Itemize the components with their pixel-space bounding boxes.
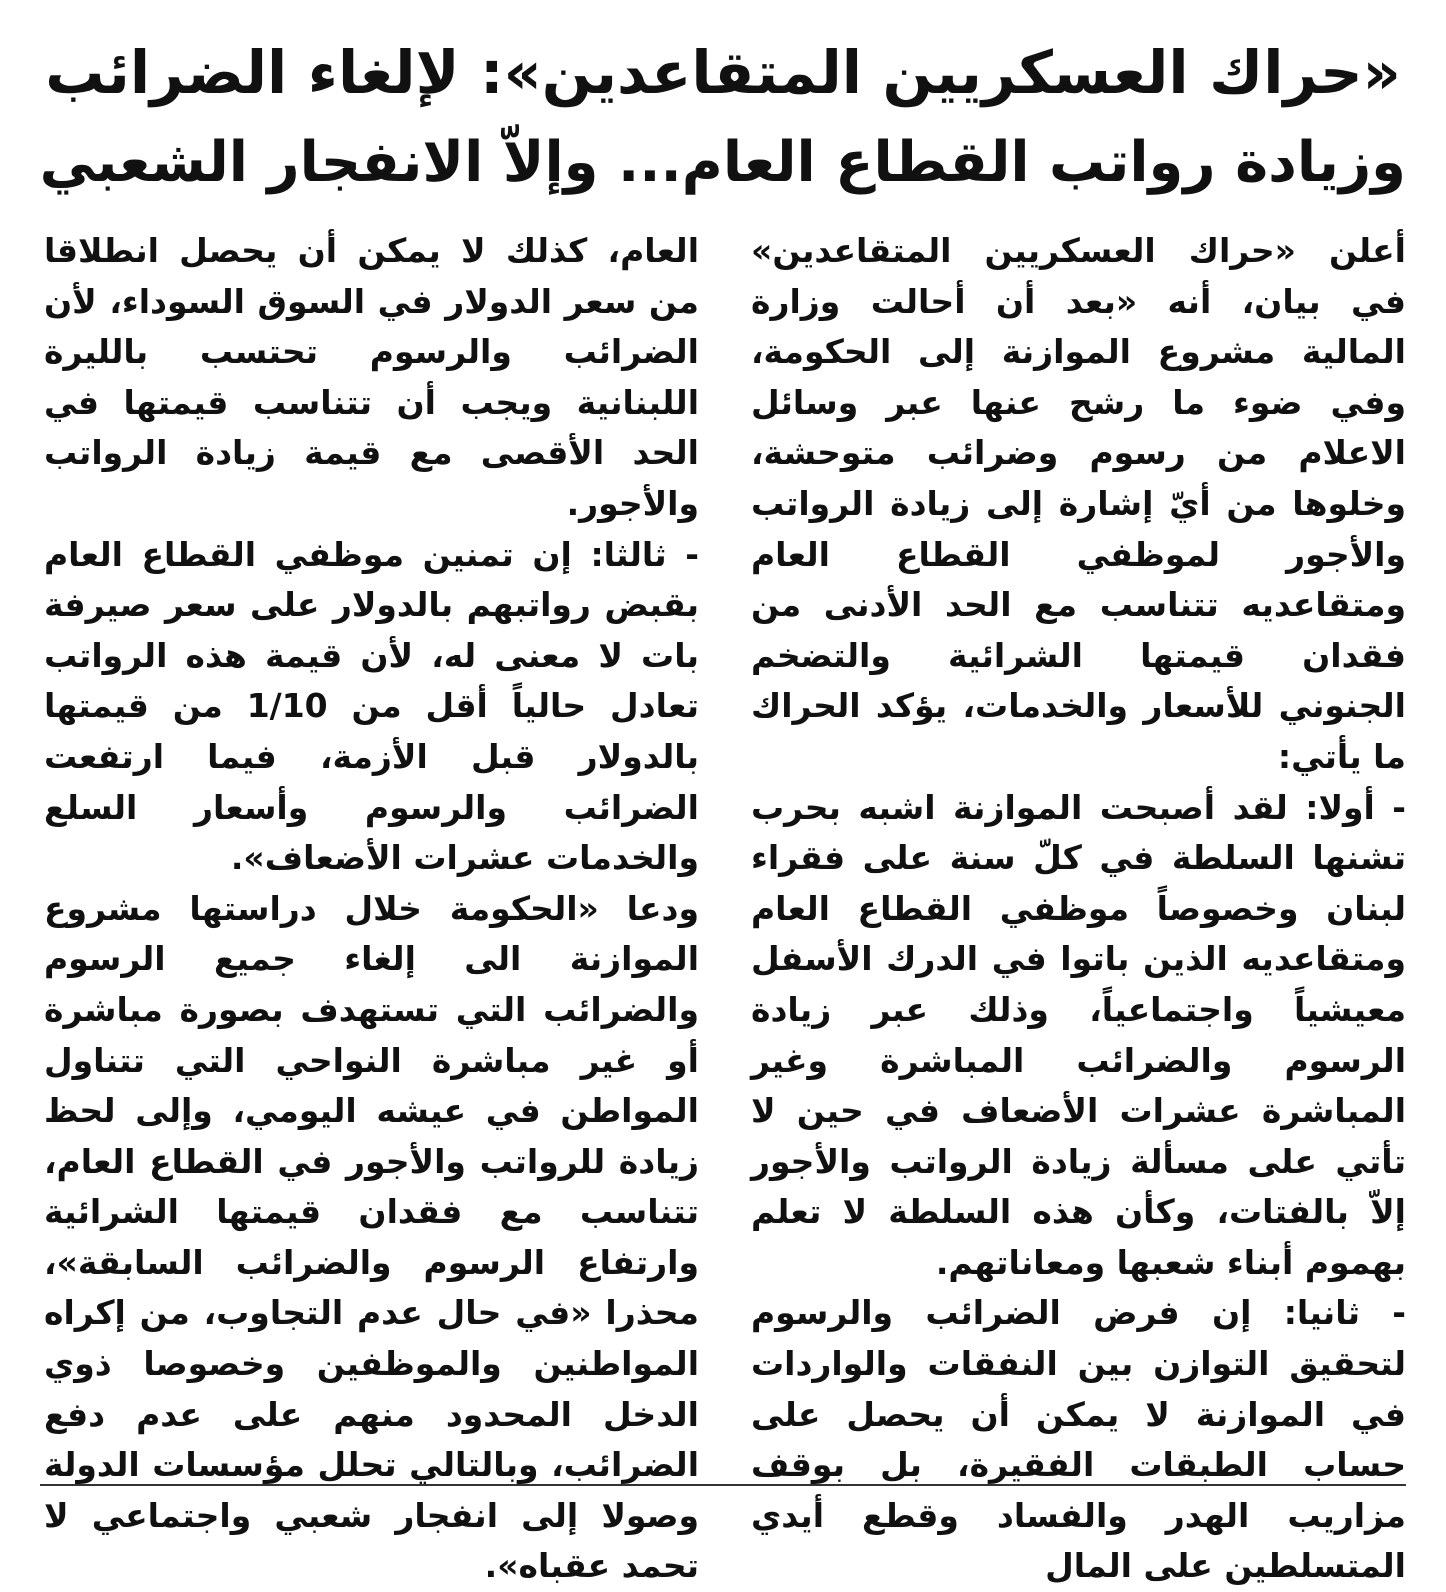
paragraph-intro: أعلن «حراك العسكريين المتقاعدين» في بيان، أنه «بعد أن أحالت وزارة المالية مشروع الموازنة إلى الحكومة، وفي ضوء ما رشح عنها عبر وسائل الاعلام من رسوم وضرائب متوحشة، وخلوها من أيّ إشارة إلى زيادة الرواتب والأجور لموظفي القطاع العام ومتقاعديه تتناسب مع الحد الأدنى من فقدان قيمتها الشرائية والتضخم الجنوني للأسعار والخدمات، يؤكد الحراك ما يأتي:: [751, 231, 1406, 776]
paragraph-second-point: - ثانيا: إن فرض الضرائب والرسوم لتحقيق التوازن بين النفقات والواردات في الموازنة لا يمكن أن يحصل على حساب الطبقات الفقيرة، بل بوقف مزاريب الهدر والفساد وقطع أيدي المتسلطين على المال: [751, 1293, 1406, 1586]
column-left: [44, 226, 699, 1586]
paragraph-first-point: - أولا: لقد أصبحت الموازنة اشبه بحرب تشنها السلطة في كلّ سنة على فقراء لبنان وخصوصاً موظفي القطاع العام ومتقاعديه الذين باتوا في الدرك الأسفل معيشياً واجتماعياً، وذلك عبر زيادة الرسوم والضرائب المباشرة وغير المباشرة عشرات الأضعاف في حين لا تأتي على مسألة زيادة الرواتب والأجور إلاّ بالفتات، وكأن هذه السلطة لا تعلم بهموم أبناء شعبها ومعاناتهم.: [751, 787, 1406, 1282]
paragraph-third-point: - ثالثا: إن تمنين موظفي القطاع العام بقبض رواتبهم بالدولار على سعر صيرفة بات لا معنى له، لأن قيمة هذه الرواتب تعادل حالياً أقل من 1/10 من قيمتها بالدولار قبل الأزمة، فيما ارتفعت الضرائب والرسوم وأسعار السلع والخدمات عشرات الأضعاف».: [44, 534, 699, 878]
column-right: [751, 226, 1406, 1586]
headline-line-1: «حراك العسكريين المتقاعدين»: لإلغاء الضرائب: [45, 38, 1401, 107]
article-headline: [40, 28, 1406, 208]
paragraph-call-to-government: ودعا «الحكومة خلال دراستها مشروع الموازنة الى إلغاء جميع الرسوم والضرائب التي تستهدف بصورة مباشرة أو غير مباشرة النواحي التي تتناول المواطن في عيشه اليومي، وإلى لحظ زيادة للرواتب والأجور في القطاع العام، تتناسب مع فقدان قيمتها الشرائية وارتفاع الرسوم والضرائب السابقة»، محذرا «في حال عدم التجاوب، من إكراه المواطنين والموظفين وخصوصا ذوي الدخل المحدود منهم على عدم دفع الضرائب، وبالتالي تحلل مؤسسات الدولة وصولا إلى انفجار شعبي واجتماعي لا تحمد عقباه».: [44, 888, 699, 1586]
paragraph-second-point-continued: العام، كذلك لا يمكن أن يحصل انطلاقا من سعر الدولار في السوق السوداء، لأن الضرائب والرسوم تحتسب بالليرة اللبنانية ويجب أن تتناسب قيمتها في الحد الأقصى مع قيمة زيادة الرواتب والأجور.: [44, 231, 699, 523]
bottom-rule: [40, 1484, 1406, 1486]
article-body: [44, 226, 1406, 1586]
headline-line-2: وزيادة رواتب القطاع العام... وإلاّ الانفجار الشعبي: [39, 130, 1406, 195]
